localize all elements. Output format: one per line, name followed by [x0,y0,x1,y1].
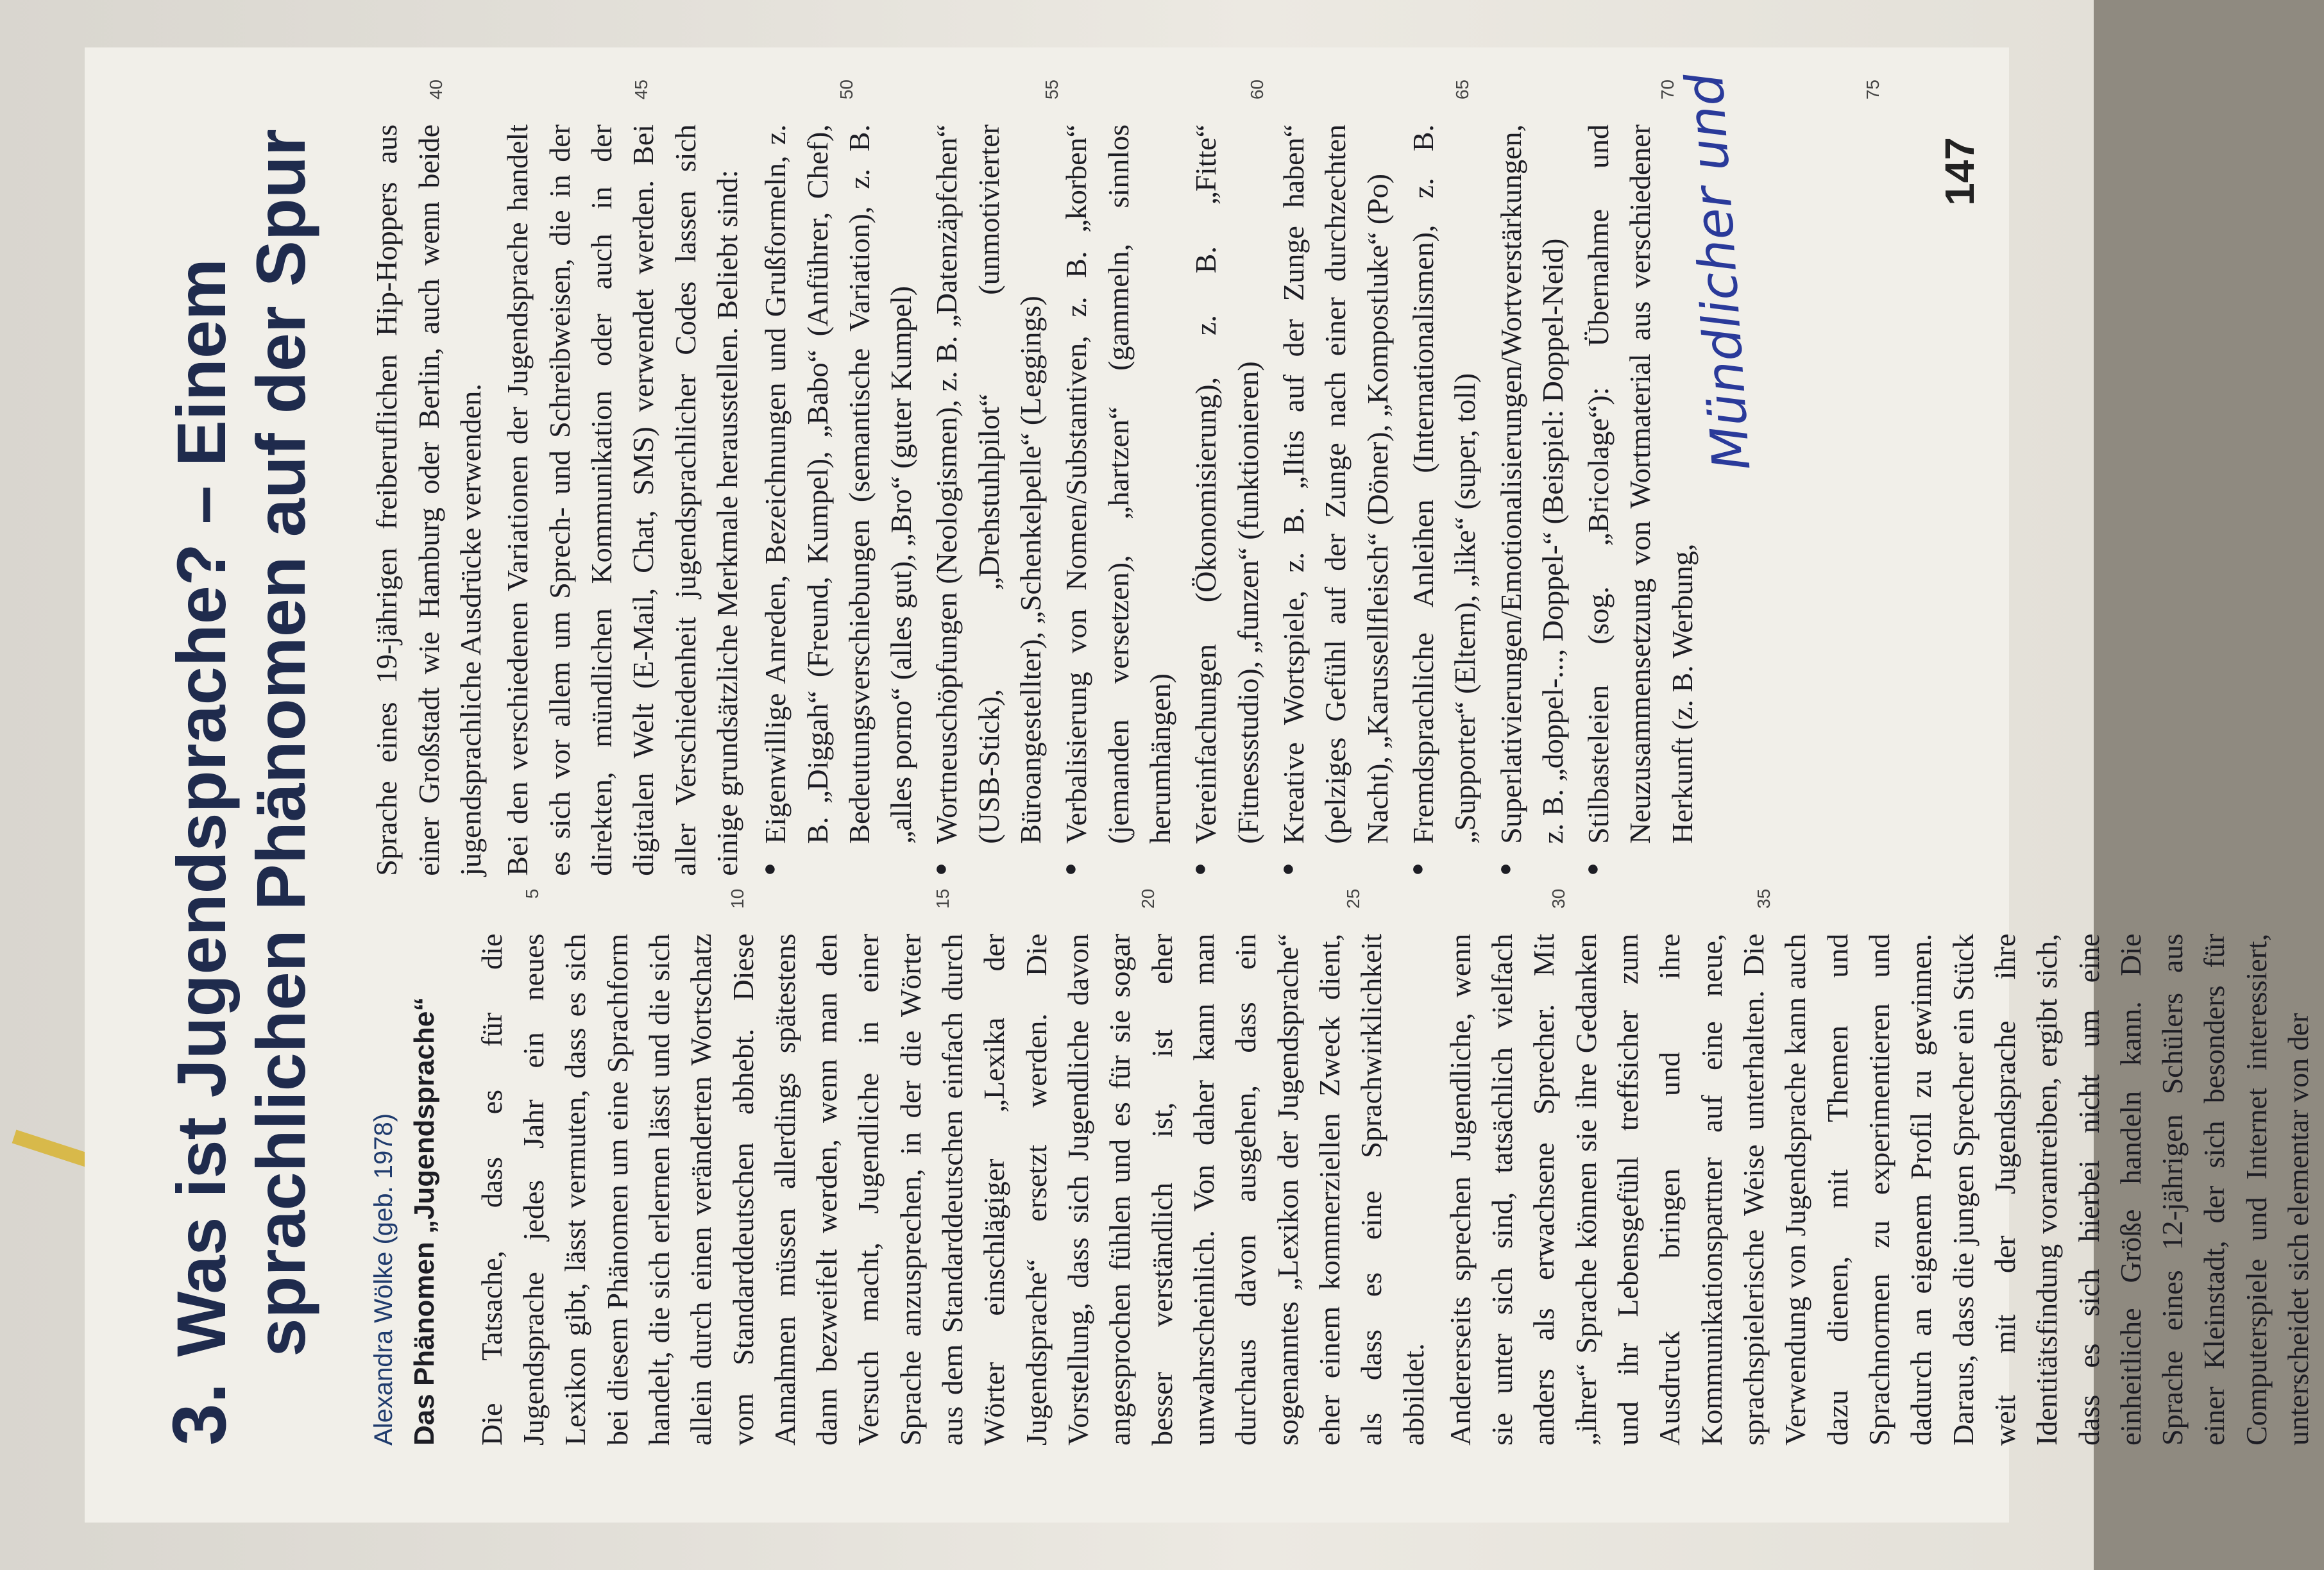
line-number: 35 [1754,888,1774,909]
line-number: 45 [631,80,652,100]
page-number: 147 [1937,137,1983,206]
text-columns [366,80,2324,1446]
list-item: ● Kreative Wortspiele, z. B. „Iltis auf der Zunge haben“ (pelziges Gefühl auf der Zunge nach einer durchzechten Nacht), „Karussellfleisch“ (Döner), „Kompostluke“ (Po) [1273,124,1398,876]
line-number: 65 [1452,80,1473,100]
paragraph: Andererseits sprechen Jugendliche, wenn sie unter sich sind, tatsächlich vielfach anders als erwachsene Sprecher. Mit „ihrer“ Sprache können sie ihre Gedanken und ihr Lebensgefühl treffsicher zum Ausdruck bringen und ihre Kommunikationspartner auf eine neue, sprachspielerische Weise unterhalten. Die Verwendung von Jugendsprache kann auch dazu dienen, mit Themen und Sprachnormen zu experimentieren und dadurch an eigenem Profil zu gewinnen. Daraus, dass die jungen Sprecher ein Stück weit mit der Jugendsprache ihre Identitätsfindung vorantreiben, ergibt sich, dass es sich hierbei nicht um eine einheitliche Größe handeln kann. Die Sprache eines 12-jährigen Schülers aus einer Kleinstadt, der sich besonders für Computerspiele und Internet interessiert, unterscheidet sich elementar von der [1443,933,2315,1446]
line-number: 70 [1658,80,1678,100]
book-page [85,47,2315,1523]
right-column [366,80,2324,876]
list-item: ● Verbalisierung von Nomen/Substantiven, z. B. „korben“ (jemanden versetzen), „hartzen“ (gammeln, sinnlos herumhängen) [1055,124,1181,876]
chapter-title-line-1: Was ist Jugendsprache? – Einem [162,258,240,1357]
line-number: 40 [426,80,446,100]
list-item: ● Stilbasteleien (sog. „Bricolage“): Übernahme und Neuzusammensetzung von Wortmaterial aus verschiedener Herkunft (z. B. Werbung, [1577,124,1703,876]
line-number: 25 [1343,888,1364,909]
list-item: ● Wortneuschöpfungen (Neologismen), z. B. „Datenzäpfchen“ (USB-Stick), „Drehstuhlpilot“ (unmotivierter Büroangestellter), „Schenkelpelle“ (Leggings) [926,124,1051,876]
line-number: 50 [836,80,857,100]
paragraph: Die Tatsache, dass es für die Jugendsprache jedes Jahr ein neues Lexikon gibt, lässt vermuten, dass es sich bei diesem Phänomen um eine Sprachform handelt, die sich erlernen lässt und die sich allein durch einen veränderten Wortschatz vom Standarddeutschen abhebt. Diese Annahmen müssen allerdings spätestens dann bezweifelt werden, wenn man den Versuch macht, Jugendliche in einer Sprache anzusprechen, in der die Wörter aus dem Standarddeutschen einfach durch Wörter einschlägiger „Lexika der Jugendsprache“ ersetzt werden. Die Vorstellung, dass sich Jugendliche davon angesprochen fühlen und es für sie sogar besser verständlich ist, ist eher unwahrscheinlich. Von daher kann man durchaus davon ausgehen, dass ein sogenanntes „Lexikon der Jugendsprache“ eher einem kommerziellen Zweck dient, als dass es eine Sprachwirklichkeit abbildet. [475,933,1430,1446]
text-title: Das Phänomen „Jugendsprache“ [409,997,441,1446]
line-number: 75 [1863,80,1883,100]
author-line: Alexandra Wölke (geb. 1978) [369,1113,398,1446]
handwritten-note: Mündlicher und [1674,71,1762,473]
chapter-number: 3. [157,1382,242,1446]
line-number: 30 [1548,888,1569,909]
list-item: ● Fremdsprachliche Anleihen (Internationalismen), z. B. „Supporter“ (Eltern), „like“ (super, toll) [1402,124,1486,876]
line-number: 10 [727,888,748,909]
list-item: ● Superlativierungen/Emotionalisierungen/Wortverstärkungen, z. B. „doppel-..., Doppel-“ (Beispiel: Doppel-Neid) [1490,124,1574,876]
line-number: 20 [1138,888,1158,909]
list-item: ● Vereinfachungen (Ökonomisierung), z. B. „Fitte“ (Fitnessstudio), „funzen“ (funktionieren) [1185,124,1269,876]
feature-list [754,124,1703,876]
chapter-title-line-2: sprachlichen Phänomen auf der Spur [242,129,320,1357]
line-number: 5 [522,888,543,899]
chapter-heading [157,124,321,1446]
line-number: 55 [1042,80,1062,100]
left-column [366,888,2324,1446]
line-number: 15 [933,888,953,909]
paragraph: Bei den verschiedenen Variationen der Jugendsprache handelt es sich vor allem um Sprech- und Schreibweisen, die in der direkten, mündlichen Kommunikation oder auch in der digitalen Welt (E-Mail, Chat, SMS) verwendet werden. Bei aller Verschiedenheit jugendsprachlicher Codes lassen sich einige grundsätzliche Merkmale herausstellen. Beliebt sind: [501,124,743,876]
paragraph: Sprache eines 19-jährigen freiberuflichen Hip-Hoppers aus einer Großstadt wie Hamburg oder Berlin, auch wenn beide jugendsprachliche Ausdrücke verwenden. [370,124,487,876]
chapter-title-block [162,129,321,1356]
list-item: ● Eigenwillige Anreden, Bezeichnungen und Grußformeln, z. B. „Diggah“ (Freund, Kumpel), „Babo“ (Anführer, Chef), Bedeutungsverschiebungen (semantische Variation), z. B. „alles porno“ (alles gut), „Bro“ (guter Kumpel) [754,124,922,876]
line-number: 60 [1247,80,1268,100]
